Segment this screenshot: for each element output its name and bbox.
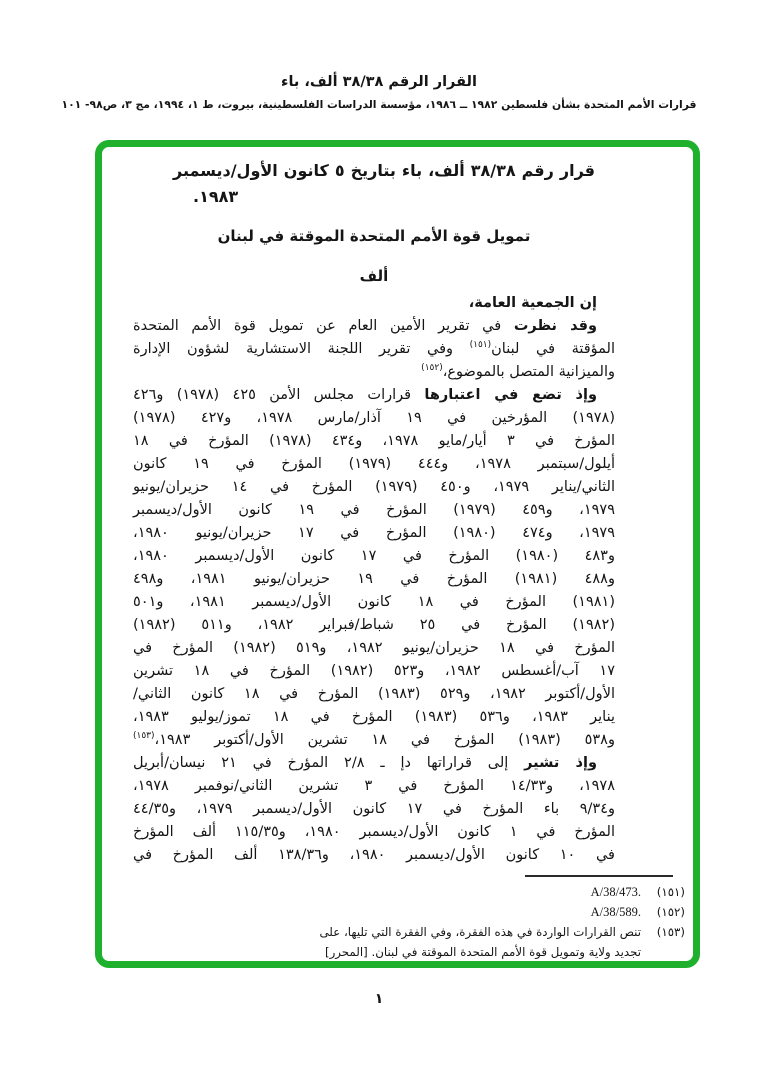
text-line: ١٩٧٩، و٤٧٤ (١٩٨٠) المؤرخ في ١٧ حزيران/يونيو ١٩٨٠، (133, 525, 615, 541)
page-number: ١ (374, 991, 384, 1007)
text-line: قرار رقم ٣٨/٣٨ ألف، باء بتاريخ ٥ كانون الأول/ديسمبر (173, 161, 595, 180)
footnote (133, 882, 685, 902)
text-line: و٩/٣٤ باء المؤرخ في ١٧ كانون الأول/ديسمبر ١٩٧٩، و٤٤/٣٥ (133, 801, 615, 817)
text-line: وقد نظرت في تقرير الأمين العام عن تمويل قوة الأمم المتحدة (133, 318, 597, 334)
text-line: ١٩٧٨، و١٤/٣٣ المؤرخ في ٣ تشرين الثاني/نوفمبر ١٩٧٨، (133, 778, 615, 794)
document-content (103, 147, 693, 962)
paragraph (133, 384, 615, 752)
text-line: (١٩٨٢) المؤرخ في ٢٥ شباط/فبراير ١٩٨٢، و٥١١ (١٩٨٢) (133, 617, 615, 633)
text-line: الثاني/يناير ١٩٧٩، و٤٥٠ (١٩٧٩) المؤرخ في ١٤ حزيران/يونيو (133, 479, 615, 495)
text-line: وإذ تشير إلى قراراتها دإ ـ ٢/٨ المؤرخ في ٢١ نيسان/أبريل (133, 755, 597, 771)
text-line: يناير ١٩٨٣، و٥٣٦ (١٩٨٣) المؤرخ في ١٨ تموز/يوليو ١٩٨٣، (133, 709, 615, 725)
text-line: الأول/أكتوبر ١٩٨٢، و٥٢٩ (١٩٨٣) المؤرخ في ١٨ كانون الثاني/ (133, 686, 615, 702)
resolution-subject: تمويل قوة الأمم المتحدة الموقتة في لبنان (217, 227, 531, 245)
footnote-text (133, 882, 641, 902)
text-line: أيلول/سبتمبر ١٩٧٨، و٤٤٤ (١٩٧٩) المؤرخ في ١٩ كانون (133, 456, 616, 472)
main-text-column (133, 158, 615, 867)
text-line: إن الجمعية العامة، (468, 295, 597, 311)
text-line: و٥٣٨ (١٩٨٣) المؤرخ في ١٨ تشرين الأول/أكتوبر ١٩٨٣،$^{(١٥٣)}$ (133, 731, 615, 748)
paragraph (133, 292, 615, 315)
text-line: وإذ تضع في اعتبارها قرارات مجلس الأمن ٤٢٥ (١٩٧٨) و٤٢٦ (133, 387, 597, 403)
text-line: المؤقتة في لبنان$^{(١٥١)}$ وفي تقرير اللجنة الاستشارية لشؤون الإدارة (133, 340, 615, 357)
footnote-document-symbol: A/38/473. (590, 885, 641, 899)
section-heading-alef: ألف (359, 267, 389, 285)
text-line: (١٩٧٨) المؤرخين في ١٩ آذار/مارس ١٩٧٨، و٤٢٧ (١٩٧٨) (133, 410, 615, 426)
footnote-marker: (١٥٢) (656, 905, 685, 919)
footnote (133, 922, 685, 962)
footnote-line: تجديد ولاية وتمويل قوة الأمم المتحدة الموقتة في لبنان. [المحرر] (324, 945, 641, 959)
resolution-body (133, 292, 615, 867)
footnote (133, 902, 685, 922)
header-source-citation: قرارات الأمم المتحدة بشأن فلسطين ١٩٨٢ ــ ١٩٨٦، مؤسسة الدراسات الفلسطينية، بيروت، ط ١، ١٩٩٤، مج ٣، ص٩٨- ١٠١ (61, 98, 697, 111)
text-line: المؤرخ في ١ كانون الأول/ديسمبر ١٩٨٠، و١١٥/٣٥ ألف المؤرخ (133, 824, 616, 840)
text-line: ١٧ آب/أغسطس ١٩٨٢، و٥٢٣ (١٩٨٢) المؤرخ في ١٨ تشرين (133, 663, 615, 679)
footnote-document-symbol: A/38/589. (590, 905, 641, 919)
text-line: المؤرخ في ٣ أيار/مايو ١٩٧٨، و٤٣٤ (١٩٧٨) المؤرخ في ١٨ (133, 433, 615, 449)
footnote-line: تنص القرارات الواردة في هذه الفقرة، وفي الفقرة التي تليها، على (319, 925, 641, 939)
footnote-text (133, 922, 641, 962)
text-line: و٤٨٨ (١٩٨١) المؤرخ في ١٩ حزيران/يونيو ١٩٨١، و٤٩٨ (133, 571, 615, 587)
text-line: المؤرخ في ١٨ حزيران/يونيو ١٩٨٢، و٥١٩ (١٩٨٢) المؤرخ في (133, 640, 615, 656)
resolution-title (173, 158, 613, 210)
footnote-marker: (١٥١) (656, 885, 685, 899)
paragraph (133, 752, 615, 867)
text-line: (١٩٨١) المؤرخ في ١٨ كانون الأول/ديسمبر ١٩٨١، و٥٠١ (133, 594, 615, 610)
footnote-separator-rule (525, 875, 673, 877)
footnotes-block (133, 882, 685, 962)
footnote-text (133, 902, 641, 922)
text-line: والميزانية المتصل بالموضوع،$^{(١٥٢)}$ (421, 363, 615, 380)
text-line: و٤٨٣ (١٩٨٠) المؤرخ في ١٧ كانون الأول/ديسمبر ١٩٨٠، (133, 548, 615, 564)
footnote-marker: (١٥٣) (656, 925, 685, 939)
text-line: في ١٠ كانون الأول/ديسمبر ١٩٨٠، و١٣٨/٣٦ ألف المؤرخ في (133, 847, 615, 863)
page-header (0, 74, 758, 111)
header-resolution-number: القرار الرقم ٣٨/٣٨ ألف، باء (281, 74, 477, 90)
paragraph (133, 315, 615, 384)
text-line: ١٩٨٣. (193, 187, 239, 206)
text-line: ١٩٧٩، و٤٥٩ (١٩٧٩) المؤرخ في ١٩ كانون الأول/ديسمبر (133, 502, 615, 518)
